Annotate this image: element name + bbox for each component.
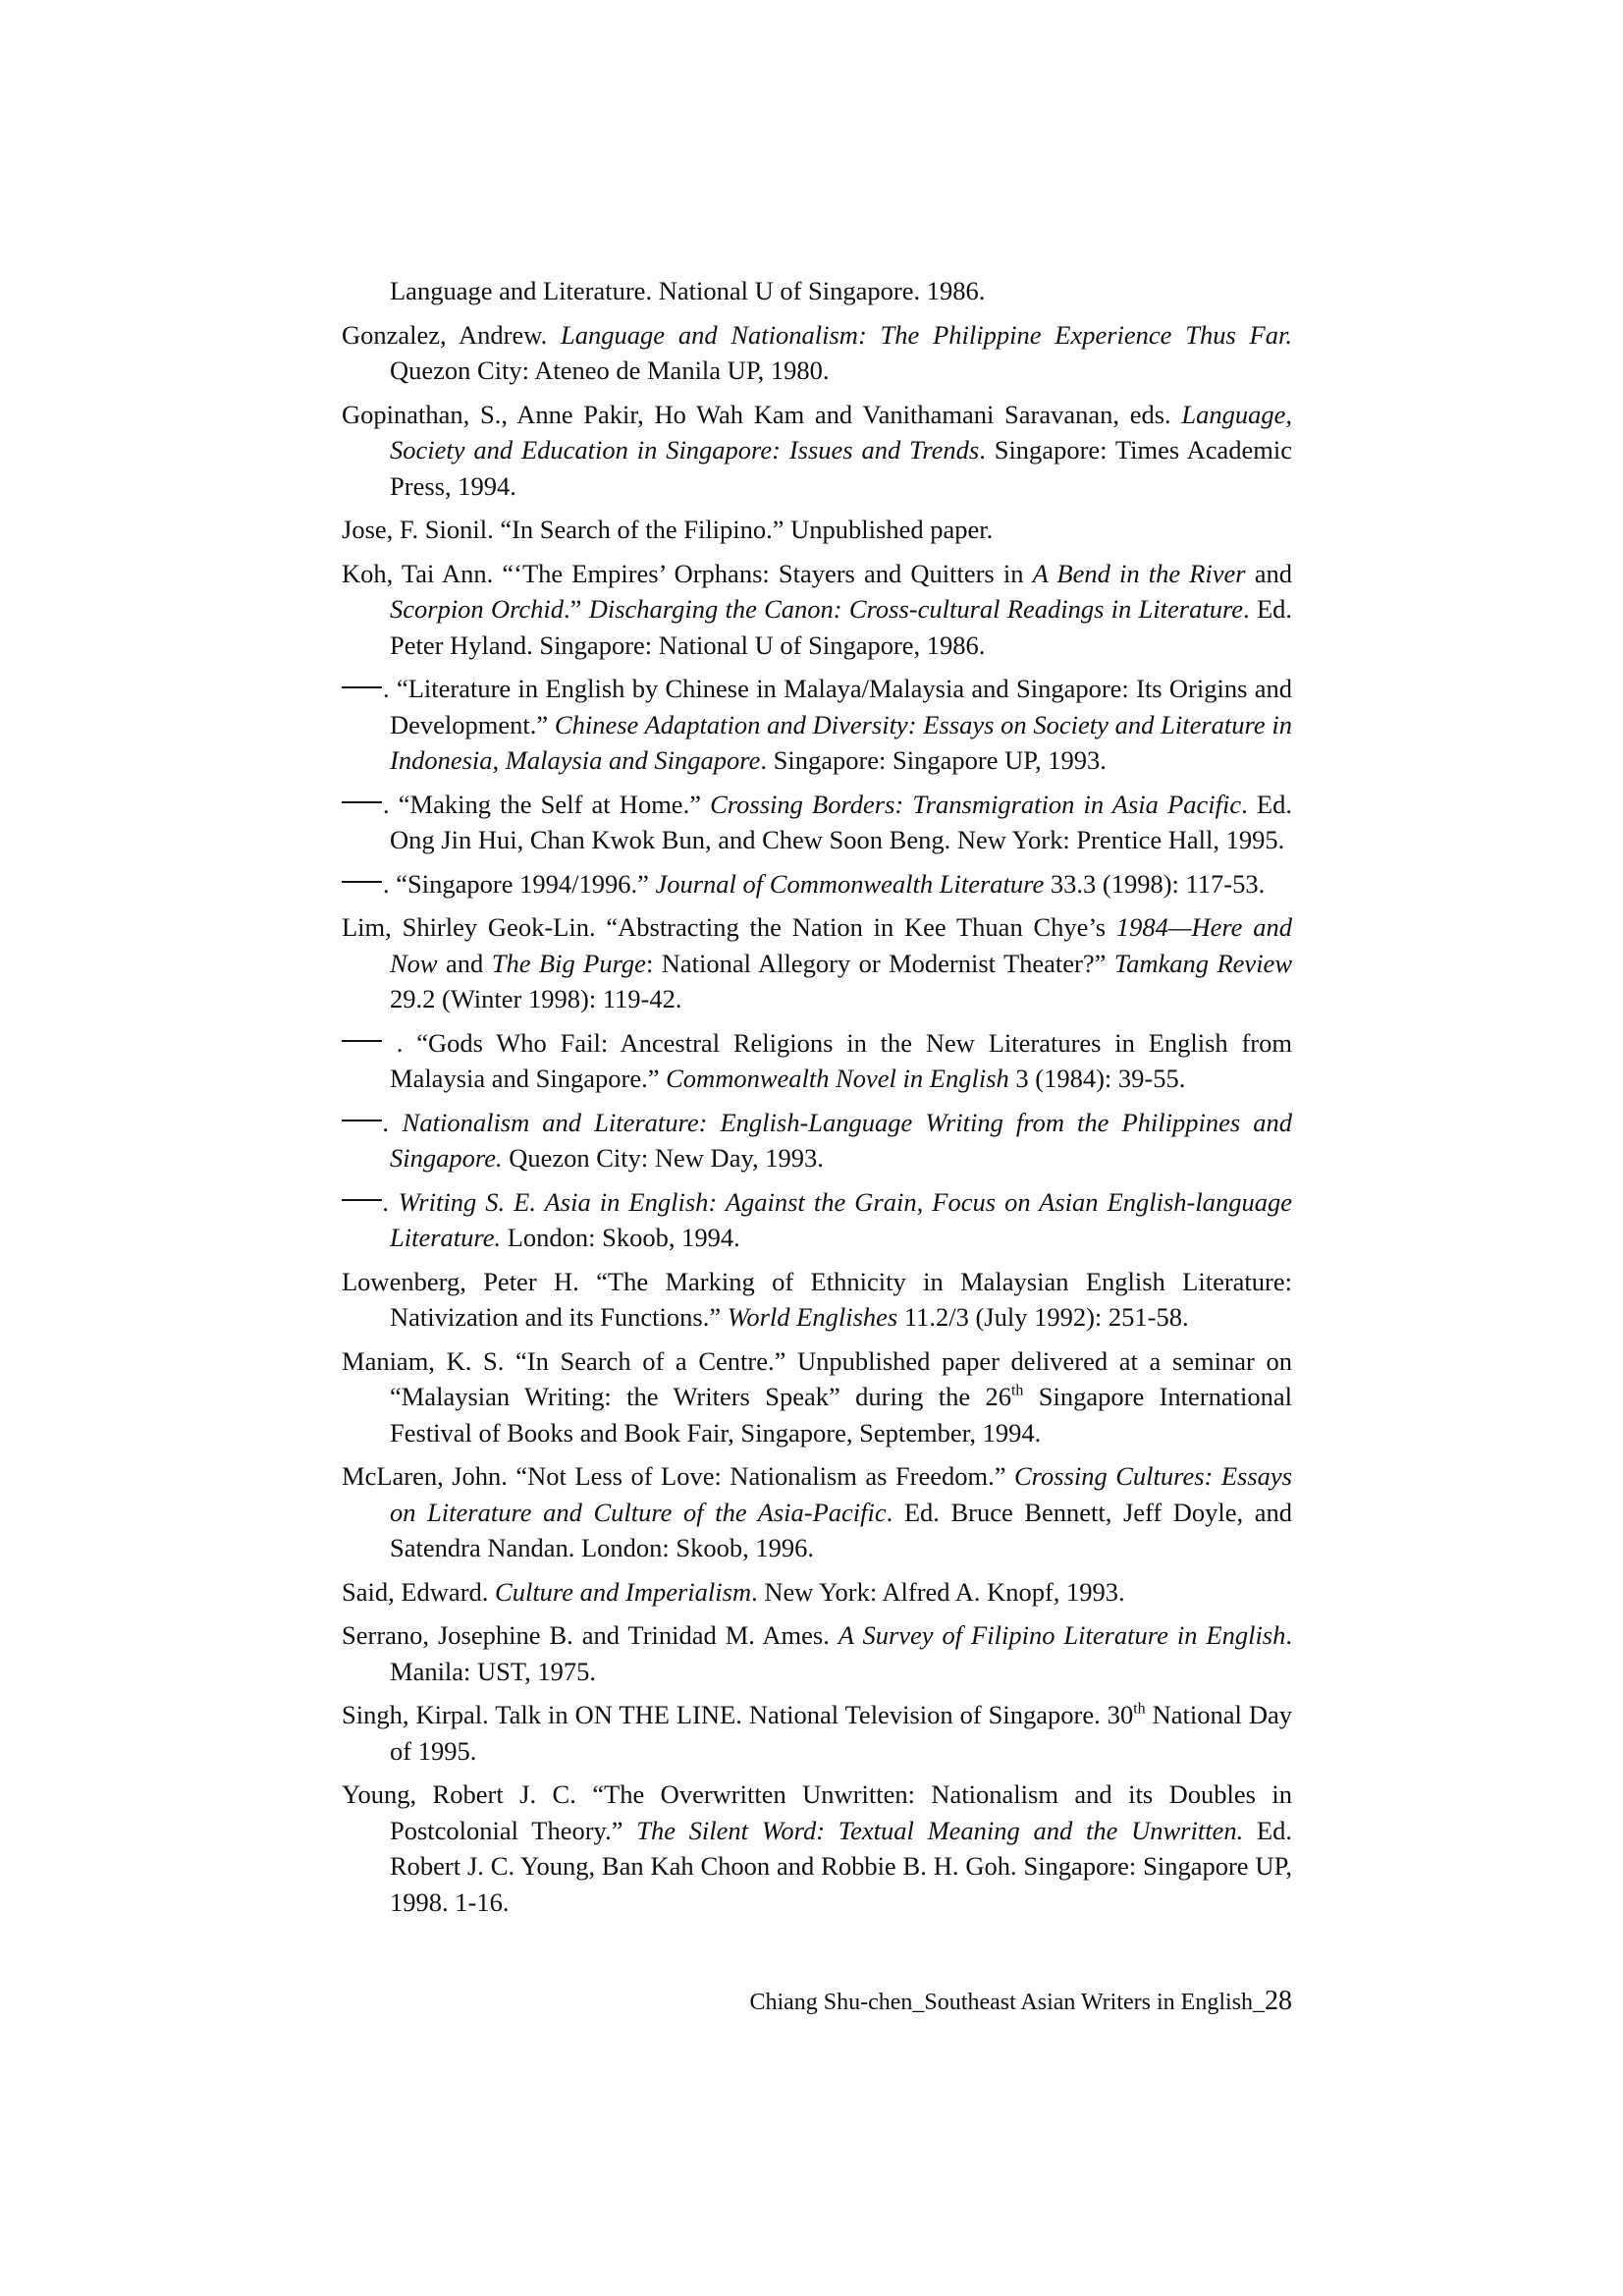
entry-text: . “Making the Self at Home.” <box>383 789 711 819</box>
entry-text: Maniam, K. S. “In Search of a Centre.” Unpublished paper delivered at a seminar on “Malaysian Writing: the Writers Speak” during the 26 <box>342 1345 1292 1411</box>
entry-title-italic: Crossing Borders: Transmigration in Asia Pacific <box>710 789 1242 819</box>
repeat-author-dash <box>342 881 382 883</box>
entry-text: 3 (1984): 39-55. <box>1008 1064 1186 1093</box>
entry-title-italic: Journal of Commonwealth Literature <box>655 868 1045 899</box>
entry-title-italic: Crossing Cultures: Essays on Literature and Culture of the Asia-Pacific <box>390 1461 1292 1527</box>
entry-text: . “Singapore 1994/1996.” <box>383 868 656 899</box>
ordinal-suffix: th <box>1133 1700 1146 1718</box>
bibliography-entry <box>342 1343 1292 1451</box>
entry-text: Gopinathan, S., Anne Pakir, Ho Wah Kam and Vanithamani Saravanan, eds. <box>342 399 1182 429</box>
bibliography-entry <box>342 1617 1292 1689</box>
entry-text: . “Literature in English by Chinese in Malaya/Malaysia and Singapore: Its Origins and Development.” <box>383 674 1292 739</box>
entry-title-italic: Discharging the Canon: Cross-cultural Readings in Literature <box>588 594 1244 624</box>
repeat-author-dash <box>342 686 382 688</box>
entry-title-italic: The Big Purge <box>491 948 646 978</box>
entry-title-italic: Tamkang Review <box>1113 948 1292 978</box>
entry-text: and <box>1245 558 1293 588</box>
entry-title-italic: . Writing S. E. Asia in English: Against the Grain, Focus on Asian English-language Literature. <box>383 1186 1292 1252</box>
bibliography-entry <box>342 1184 1292 1256</box>
entry-text: . Ed. Bruce Bennett, Jeff Doyle, and Satendra Nandan. London: Skoob, 1996. <box>390 1497 1293 1562</box>
entry-text: Language and Literature. National U of Singapore. 1986. <box>390 276 986 305</box>
running-footer <box>749 1986 1292 2017</box>
entry-text: .” <box>564 594 589 624</box>
entry-title-italic: 1984—Here and Now <box>390 912 1292 978</box>
footer-text: Chiang Shu-chen_Southeast Asian Writers in English_ <box>749 1990 1265 2015</box>
entry-text: . “Gods Who Fail: Ancestral Religions in the New Literatures in English from Malaysia and Singapore.” <box>383 1027 1292 1093</box>
bibliography-entry <box>342 671 1292 779</box>
entry-text: Singh, Kirpal. Talk in ON THE LINE. National Television of Singapore. 30 <box>342 1700 1134 1729</box>
repeat-author-dash <box>342 801 382 803</box>
page-number: 28 <box>1265 1986 1292 2016</box>
ordinal-suffix: th <box>1011 1382 1024 1399</box>
entry-title-italic: Language and Nationalism: The Philippine Experience Thus Far. <box>561 319 1292 350</box>
entry-text: Serrano, Josephine B. and Trinidad M. Ames. <box>342 1620 839 1650</box>
entry-text: National Day of 1995. <box>390 1700 1292 1766</box>
bibliography-entry <box>342 1574 1292 1611</box>
bibliography-entry <box>342 397 1292 505</box>
entry-title-italic: A Survey of Filipino Literature in English <box>838 1620 1286 1650</box>
entry-text: Quezon City: Ateneo de Manila UP, 1980. <box>390 355 830 385</box>
entry-title-italic: Chinese Adaptation and Diversity: Essays on Society and Literature in Indonesia, Malaysia and Singapore <box>390 709 1292 775</box>
bibliography <box>342 273 1292 1928</box>
entry-text: : National Allegory or Modernist Theater?” <box>645 948 1114 978</box>
bibliography-entry <box>342 1264 1292 1336</box>
entry-text: . New York: Alfred A. Knopf, 1993. <box>751 1576 1125 1607</box>
entry-text: McLaren, John. “Not Less of Love: Nationalism as Freedom.” <box>342 1461 1014 1491</box>
bibliography-entry <box>342 909 1292 1017</box>
entry-text: . Singapore: Times Academic Press, 1994. <box>390 435 1292 501</box>
bibliography-entry <box>342 317 1292 389</box>
entry-text: . Manila: UST, 1975. <box>390 1620 1292 1686</box>
bibliography-entry <box>342 787 1292 858</box>
entry-text: Jose, F. Sionil. “In Search of the Filipino.” Unpublished paper. <box>342 515 994 544</box>
bibliography-entry <box>342 1697 1292 1769</box>
repeat-author-dash <box>342 1120 382 1121</box>
entry-title-italic: Commonwealth Novel in English <box>666 1064 1009 1093</box>
entry-text: . Singapore: Singapore UP, 1993. <box>760 745 1107 775</box>
bibliography-entry <box>342 1458 1292 1566</box>
entry-title-italic: A Bend in the River <box>1032 558 1246 588</box>
bibliography-entry <box>342 273 1292 309</box>
entry-title-italic: World Englishes <box>727 1302 898 1332</box>
entry-text: . Ed. Peter Hyland. Singapore: National U of Singapore, 1986. <box>390 594 1292 660</box>
bibliography-entry <box>342 866 1292 902</box>
bibliography-entry <box>342 512 1292 548</box>
entry-title-italic: Scorpion Orchid <box>390 594 565 624</box>
entry-text: Lowenberg, Peter H. “The Marking of Ethnicity in Malaysian English Literature: Nativization and its Functions.” <box>342 1266 1292 1332</box>
bibliography-entry <box>342 1777 1292 1920</box>
entry-text: 29.2 (Winter 1998): 119-42. <box>390 984 682 1013</box>
repeat-author-dash <box>342 1199 382 1201</box>
repeat-author-dash <box>342 1040 382 1042</box>
entry-text: Koh, Tai Ann. “‘The Empires’ Orphans: Stayers and Quitters in <box>342 558 1033 588</box>
entry-title-italic: . Nationalism and Literature: English-Language Writing from the Philippines and Singapore. <box>383 1107 1292 1173</box>
bibliography-entry <box>342 1105 1292 1176</box>
entry-text: Singapore International Festival of Books and Book Fair, Singapore, September, 1994. <box>390 1382 1292 1448</box>
entry-text: Lim, Shirley Geok-Lin. “Abstracting the Nation in Kee Thuan Chye’s <box>342 912 1116 942</box>
entry-title-italic: Culture and Imperialism <box>495 1576 752 1607</box>
entry-text: 33.3 (1998): 117-53. <box>1044 868 1266 899</box>
entry-text: Quezon City: New Day, 1993. <box>502 1143 824 1173</box>
entry-text: . Ed. Ong Jin Hui, Chan Kwok Bun, and Chew Soon Beng. New York: Prentice Hall, 1995. <box>390 789 1292 854</box>
entry-title-italic: The Silent Word: Textual Meaning and the Unwritten. <box>636 1815 1244 1845</box>
entry-title-italic: Language, Society and Education in Singapore: Issues and Trends <box>390 399 1292 465</box>
entry-text: Said, Edward. <box>342 1576 496 1607</box>
bibliography-entry <box>342 1025 1292 1097</box>
bibliography-entry <box>342 556 1292 664</box>
entry-text: Young, Robert J. C. “The Overwritten Unwritten: Nationalism and its Doubles in Postcolonial Theory.” <box>342 1779 1292 1845</box>
entry-text: Ed. Robert J. C. Young, Ban Kah Choon and Robbie B. H. Goh. Singapore: Singapore UP, 1998. 1-16. <box>390 1815 1292 1917</box>
entry-text: London: Skoob, 1994. <box>501 1223 740 1252</box>
entry-text: 11.2/3 (July 1992): 251-58. <box>897 1302 1189 1332</box>
entry-text: and <box>437 948 492 978</box>
entry-text: Gonzalez, Andrew. <box>342 319 562 350</box>
